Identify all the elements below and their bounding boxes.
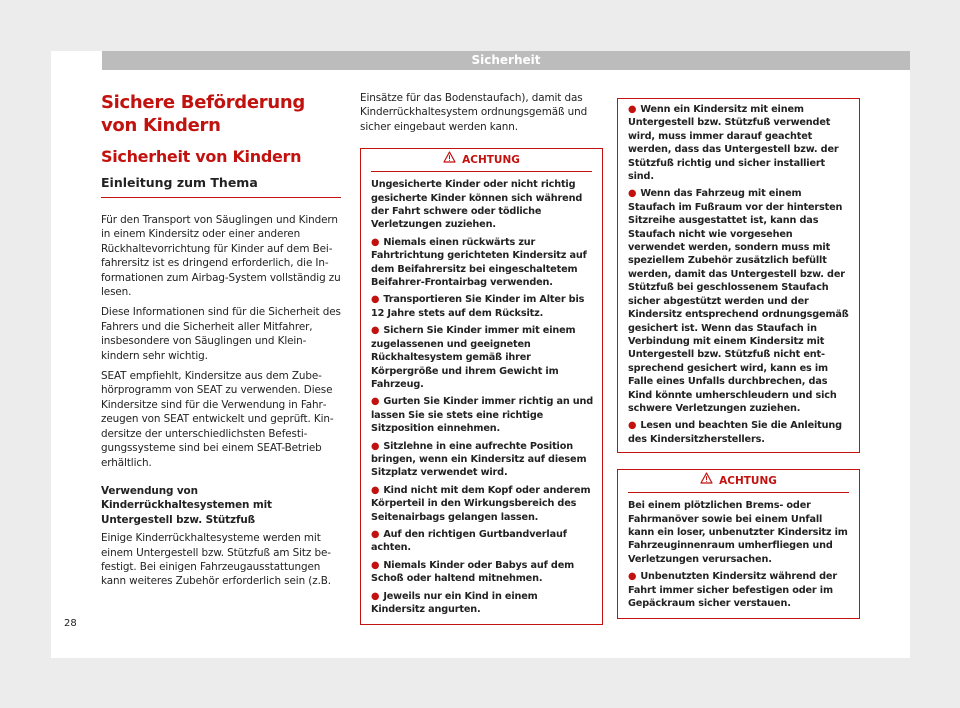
- warning-list-item: [628, 187, 851, 415]
- warning-triangle-icon: [443, 149, 456, 171]
- warning-box: [360, 148, 603, 625]
- warning-list-item: [371, 324, 594, 391]
- warning-box-continued: [617, 98, 860, 453]
- warning-list-item: [628, 419, 851, 446]
- warning-list-item: [371, 395, 594, 435]
- bullet: ●: [371, 440, 380, 452]
- subheading: Verwendung von Kinderrückhaltesystemen mit Untergestell bzw. Stützfuß: [101, 484, 272, 526]
- paragraph: Einige Kinderrückhaltesysteme werden mit einem Untergestell bzw. Stützfuß am Sitz befestigt. Bei einigen Fahrzeugausstattungen kann weiteres Zubehör erforderlich sein (z.B.: [101, 532, 332, 588]
- warning-header: [371, 149, 592, 172]
- warning-list-item-text: Sichern Sie Kinder immer mit einem zugelassenen und geeigneten Rückhaltesystem gemäß ihrer Körpergröße und ihrem Gewicht im Fahrzeug.: [371, 325, 576, 390]
- bullet: ●: [628, 104, 637, 115]
- paragraph-continuation: Einsätze für das Bodenstaufach), damit das Kinderrückhaltesystem ordnungsgemäß und sicher eingebaut werden kann.: [360, 92, 588, 133]
- paragraph: Für den Transport von Säuglingen und Kindern in einem Kindersitz oder einer anderen Rückhaltevorrichtung für Kinder auf dem Beifahrersitz ist es dringend erforderlich, die Informationen zum Airbag-System vollständig zu lesen.: [101, 214, 341, 299]
- warning-list-item-text: Lesen und beachten Sie die Anleitung des Kindersitzherstellers.: [628, 420, 842, 445]
- warning-list-item-text: Jeweils nur ein Kind in einem Kindersitz angurten.: [371, 590, 538, 615]
- paragraph: SEAT empfiehlt, Kindersitze aus dem Zubehörprogramm von SEAT zu verwenden. Diese Kindersitze sind für die Verwendung in Fahrzeugen von SEAT entwickelt und geprüft. Kindersitze der unterschiedlichsten Befestigungssysteme sind bei einem SEAT-Betrieb erhältlich.: [101, 370, 334, 469]
- warning-list-item-text: Niemals Kinder oder Babys auf dem Schoß oder haltend mitnehmen.: [371, 559, 575, 585]
- warning-list-item: [371, 559, 594, 586]
- section-subtitle: Sicherheit von Kindern: [101, 147, 302, 166]
- warning-list-item-text: Wenn ein Kindersitz mit einem Untergestell bzw. Stützfuß verwendet wird, muss immer darauf geachtet werden, dass das Untergestell bzw. der Stützfuß richtig und sicher installiert sind.: [628, 104, 839, 183]
- page-number: 28: [64, 618, 77, 629]
- warning-intro: Ungesicherte Kinder oder nicht richtig gesicherte Kinder können sich während der Fahrt schwere oder tödliche Verletzungen zuziehen.: [371, 179, 583, 231]
- topic-heading-text: Einleitung zum Thema: [101, 175, 258, 190]
- column-right: [617, 98, 860, 619]
- warning-list-item: [628, 570, 851, 610]
- bullet: ●: [628, 571, 637, 583]
- document-page: [51, 51, 910, 658]
- bullet: ●: [371, 236, 380, 248]
- column-left: [101, 91, 341, 589]
- warning-list-item: [371, 484, 594, 524]
- warning-body: [618, 493, 859, 614]
- warning-list-item: [371, 528, 594, 555]
- warning-header: [628, 470, 849, 493]
- warning-list-item: [371, 293, 594, 320]
- warning-intro: Bei einem plötzlichen Brems- oder Fahrmanöver sowie bei einem Unfall kann ein loser, unbenutzter Kindersitz im Fahrzeuginnenraum umherfliegen und Verletzungen verursachen.: [628, 500, 848, 565]
- bullet: ●: [371, 559, 380, 571]
- bullet: ●: [371, 528, 380, 540]
- page-title: Sichere Beförderung von Kindern: [101, 92, 305, 136]
- bullet: ●: [628, 420, 637, 432]
- warning-list-item-text: Wenn das Fahrzeug mit einem Staufach im Fußraum vor der hintersten Sitzreihe ausgestattet ist, kann das Staufach nicht wie vorgesehen verwendet werden, sondern muss mit speziellem Zubehör zusätzlich befüllt werden, damit das Untergestell bzw. der Stützfuß bei geschlossenem Staufach sicher abgestützt werden und der Kindersitz entsprechend ordnungsgemäß gesichert ist. Wenn das Staufach in Verbindung mit einem Kindersitz mit Untergestell bzw. Stützfuß nicht entsprechend gesichert wird, kann es im Falle eines Unfalls durchbrechen, das Kind könnte umherschleudern und sich schwere Verletzungen zuziehen.: [628, 188, 849, 414]
- warning-list-item-text: Gurten Sie Kinder immer richtig an und lassen Sie sie stets eine richtige Sitzposition einnehmen.: [371, 396, 594, 435]
- warning-list-item: [371, 440, 594, 480]
- topic-heading: [101, 175, 341, 198]
- bullet: ●: [371, 325, 380, 337]
- warning-box: [617, 469, 860, 619]
- warning-label: ACHTUNG: [719, 475, 777, 488]
- section-header: Sicherheit: [102, 51, 910, 70]
- warning-list-item-text: Kind nicht mit dem Kopf oder anderem Körperteil in den Wirkungsbereich des Seitenairbags gelangen lassen.: [371, 484, 591, 523]
- warning-label: ACHTUNG: [462, 154, 520, 167]
- paragraph: Diese Informationen sind für die Sicherheit des Fahrers und die Sicherheit aller Mitfahrer, insbesondere von Säuglingen und Kleinkindern sehr wichtig.: [101, 306, 341, 362]
- warning-list-item-text: Transportieren Sie Kinder im Alter bis 12 Jahre stets auf dem Rücksitz.: [371, 294, 585, 319]
- bullet: ●: [371, 484, 380, 496]
- warning-body: [361, 172, 602, 620]
- warning-list-item-text: Niemals einen rückwärts zur Fahrtrichtung gerichteten Kindersitz auf dem Beifahrersitz bei eingeschaltetem Beifahrer-Frontairbag verwenden.: [371, 236, 587, 289]
- warning-list-item-text: Unbenutzten Kindersitz während der Fahrt immer sicher befestigen oder im Gepäckraum sicher verstauen.: [628, 571, 837, 609]
- column-middle: [360, 91, 603, 625]
- warning-list-item: [628, 103, 851, 183]
- bullet: ●: [628, 188, 637, 200]
- warning-list-item: [371, 236, 594, 290]
- bullet: ●: [371, 294, 380, 306]
- bullet: ●: [371, 396, 380, 408]
- bullet: ●: [371, 590, 380, 602]
- warning-list-item-text: Sitzlehne in eine aufrechte Position bringen, wenn ein Kindersitz auf diesem Sitzplatz verwendet wird.: [371, 440, 587, 479]
- warning-list-item-text: Auf den richtigen Gurtbandverlauf achten.: [371, 528, 567, 554]
- warning-triangle-icon: [700, 470, 713, 492]
- warning-list-item: [371, 590, 594, 617]
